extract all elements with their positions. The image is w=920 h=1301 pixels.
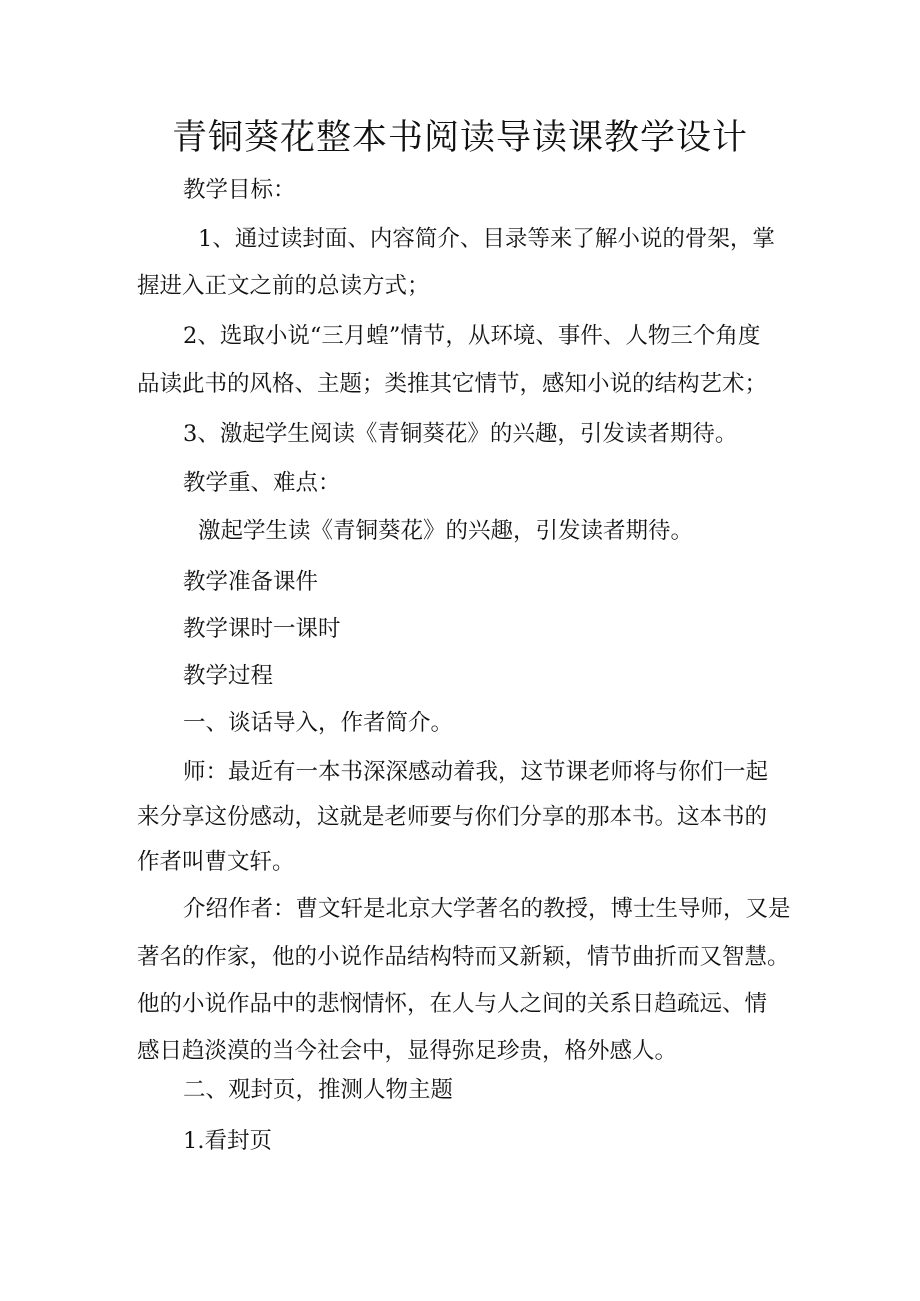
author-line-4: 感日趋淡漠的当今社会中，显得弥足珍贵，格外感人。 xyxy=(137,1038,678,1064)
teacher-line-1: 师：最近有一本书深深感动着我，这节课老师将与你们一起 xyxy=(183,759,769,785)
section-2-heading: 二、观封页，推测人物主题 xyxy=(183,1077,454,1103)
goal-3: 3、激起学生阅读《青铜葵花》的兴趣，引发读者期待。 xyxy=(183,421,738,447)
process-heading: 教学过程 xyxy=(183,663,274,689)
goal-2-line-2: 品读此书的风格、主题；类推其它情节，感知小说的结构艺术； xyxy=(137,371,768,397)
goal-1-line-2: 握进入正文之前的总读方式； xyxy=(137,273,430,299)
step-1: 1.看封页 xyxy=(183,1128,272,1154)
preparation: 教学准备课件 xyxy=(183,569,319,595)
author-line-2: 著名的作家，他的小说作品结构特而又新颖，情节曲折而又智慧。 xyxy=(137,944,790,970)
goals-heading: 教学目标： xyxy=(183,177,296,203)
section-1-heading: 一、谈话导入，作者简介。 xyxy=(183,710,454,736)
document-title: 青铜葵花整本书阅读导读课教学设计 xyxy=(171,118,748,158)
key-points-heading: 教学重、难点： xyxy=(183,470,341,496)
teacher-line-3: 作者叫曹文轩。 xyxy=(137,849,295,875)
goal-1-line-1: 1、通过读封面、内容简介、目录等来了解小说的骨架，掌 xyxy=(198,226,775,252)
author-line-1: 介绍作者：曹文轩是北京大学著名的教授，博士生导师，又是 xyxy=(183,896,791,922)
class-hours: 教学课时一课时 xyxy=(183,616,341,642)
author-line-3: 他的小说作品中的悲悯情怀，在人与人之间的关系日趋疏远、情 xyxy=(137,991,768,1017)
teacher-line-2: 来分享这份感动，这就是老师要与你们分享的那本书。这本书的 xyxy=(137,804,768,830)
key-points-text: 激起学生读《青铜葵花》的兴趣，引发读者期待。 xyxy=(198,518,694,544)
goal-2-line-1: 2、选取小说“三月蝗”情节，从环境、事件、人物三个角度 xyxy=(183,323,761,349)
